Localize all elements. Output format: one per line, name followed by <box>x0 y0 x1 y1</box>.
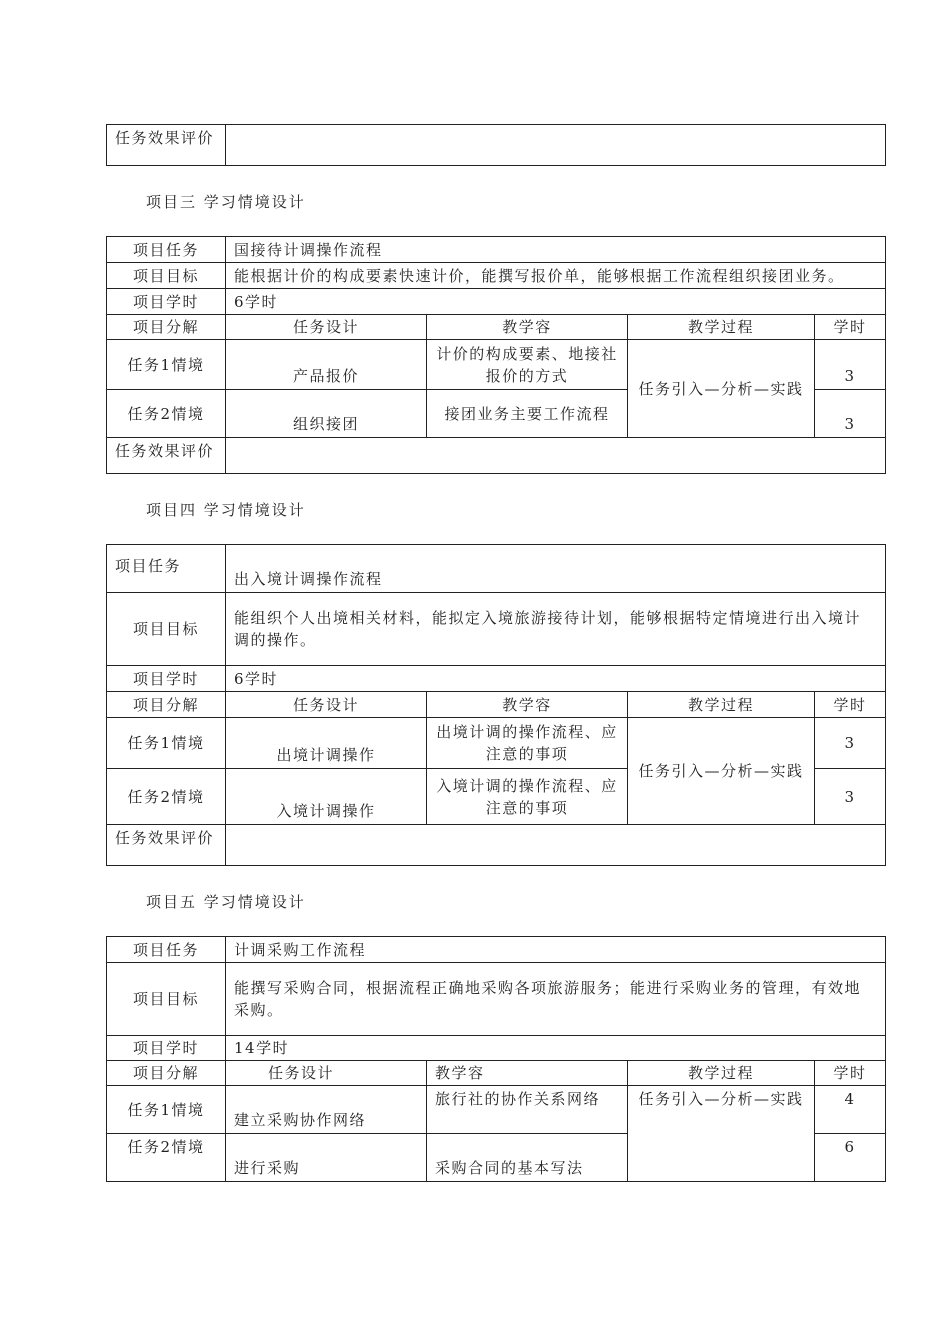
period-header: 学时 <box>815 1061 886 1086</box>
project5-heading: 项目五 学习情境设计 <box>146 893 306 911</box>
project5-hours: 14学时 <box>226 1036 886 1061</box>
period-header: 学时 <box>815 315 886 340</box>
content-header: 教学容 <box>427 692 628 718</box>
hours-label: 项目学时 <box>107 666 226 692</box>
goal-label: 项目目标 <box>107 593 226 666</box>
situation1-label: 任务1情境 <box>107 340 226 390</box>
project4-heading: 项目四 学习情境设计 <box>146 501 306 519</box>
project3-table <box>106 236 886 474</box>
situation1-label: 任务1情境 <box>107 718 226 769</box>
project4-goal: 能组织个人出境相关材料，能拟定入境旅游接待计划，能够根据特定情境进行出入境计调的操作。 <box>226 593 886 666</box>
project5-goal: 能撰写采购合同，根据流程正确地采购各项旅游服务；能进行采购业务的管理，有效地采购。 <box>226 963 886 1036</box>
project4-table <box>106 544 886 866</box>
situation1-label: 任务1情境 <box>107 1086 226 1134</box>
project3-row2-period: 3 <box>815 390 886 438</box>
project4-process: 任务引入—分析—实践 <box>628 718 815 825</box>
prev-evaluation-table <box>106 124 886 166</box>
project3-row2-design: 组织接团 <box>226 390 427 438</box>
project5-row1-period: 4 <box>815 1086 886 1134</box>
project3-heading: 项目三 学习情境设计 <box>146 193 306 211</box>
project3-row1-design: 产品报价 <box>226 340 427 390</box>
project3-process: 任务引入—分析—实践 <box>628 340 815 438</box>
process-header: 教学过程 <box>628 692 815 718</box>
project4-hours: 6学时 <box>226 666 886 692</box>
project5-row2-content: 采购合同的基本写法 <box>427 1134 628 1182</box>
breakdown-label: 项目分解 <box>107 315 226 340</box>
project4-row2-period: 3 <box>815 769 886 825</box>
design-header: 任务设计 <box>226 692 427 718</box>
situation2-label: 任务2情境 <box>107 769 226 825</box>
project4-task: 出入境计调操作流程 <box>226 545 886 593</box>
project5-table <box>106 936 886 1182</box>
project5-row2-period: 6 <box>815 1134 886 1182</box>
period-header: 学时 <box>815 692 886 718</box>
breakdown-label: 项目分解 <box>107 692 226 718</box>
project3-task: 国接待计调操作流程 <box>226 237 886 263</box>
design-header: 任务设计 <box>226 1061 427 1086</box>
project4-row1-design: 出境计调操作 <box>226 718 427 769</box>
project3-evaluation <box>226 438 886 474</box>
project4-row2-design: 入境计调操作 <box>226 769 427 825</box>
hours-label: 项目学时 <box>107 1036 226 1061</box>
task-label: 项目任务 <box>107 237 226 263</box>
process-header: 教学过程 <box>628 1061 815 1086</box>
project3-hours: 6学时 <box>226 289 886 315</box>
hours-label: 项目学时 <box>107 289 226 315</box>
content-header: 教学容 <box>427 315 628 340</box>
evaluation-label: 任务效果评价 <box>107 825 226 866</box>
goal-label: 项目目标 <box>107 963 226 1036</box>
project5-row2-design: 进行采购 <box>226 1134 427 1182</box>
project5-task: 计调采购工作流程 <box>226 937 886 963</box>
process-header: 教学过程 <box>628 315 815 340</box>
project5-row1-content: 旅行社的协作关系网络 <box>427 1086 628 1134</box>
project4-row2-content: 入境计调的操作流程、应注意的事项 <box>427 769 628 825</box>
project3-row1-content: 计价的构成要素、地接社报价的方式 <box>427 340 628 390</box>
project3-goal: 能根据计价的构成要素快速计价，能撰写报价单，能够根据工作流程组织接团业务。 <box>226 263 886 289</box>
evaluation-value <box>226 125 886 166</box>
project4-row1-period: 3 <box>815 718 886 769</box>
situation2-label: 任务2情境 <box>107 1134 226 1182</box>
project4-evaluation <box>226 825 886 866</box>
content-header: 教学容 <box>427 1061 628 1086</box>
evaluation-label: 任务效果评价 <box>107 125 226 166</box>
project5-process: 任务引入—分析—实践 <box>628 1086 815 1182</box>
evaluation-label: 任务效果评价 <box>107 438 226 474</box>
project3-row1-period: 3 <box>815 340 886 390</box>
goal-label: 项目目标 <box>107 263 226 289</box>
task-label: 项目任务 <box>107 545 226 593</box>
task-label: 项目任务 <box>107 937 226 963</box>
breakdown-label: 项目分解 <box>107 1061 226 1086</box>
project5-row1-design: 建立采购协作网络 <box>226 1086 427 1134</box>
project3-row2-content: 接团业务主要工作流程 <box>427 390 628 438</box>
situation2-label: 任务2情境 <box>107 390 226 438</box>
project4-row1-content: 出境计调的操作流程、应注意的事项 <box>427 718 628 769</box>
design-header: 任务设计 <box>226 315 427 340</box>
